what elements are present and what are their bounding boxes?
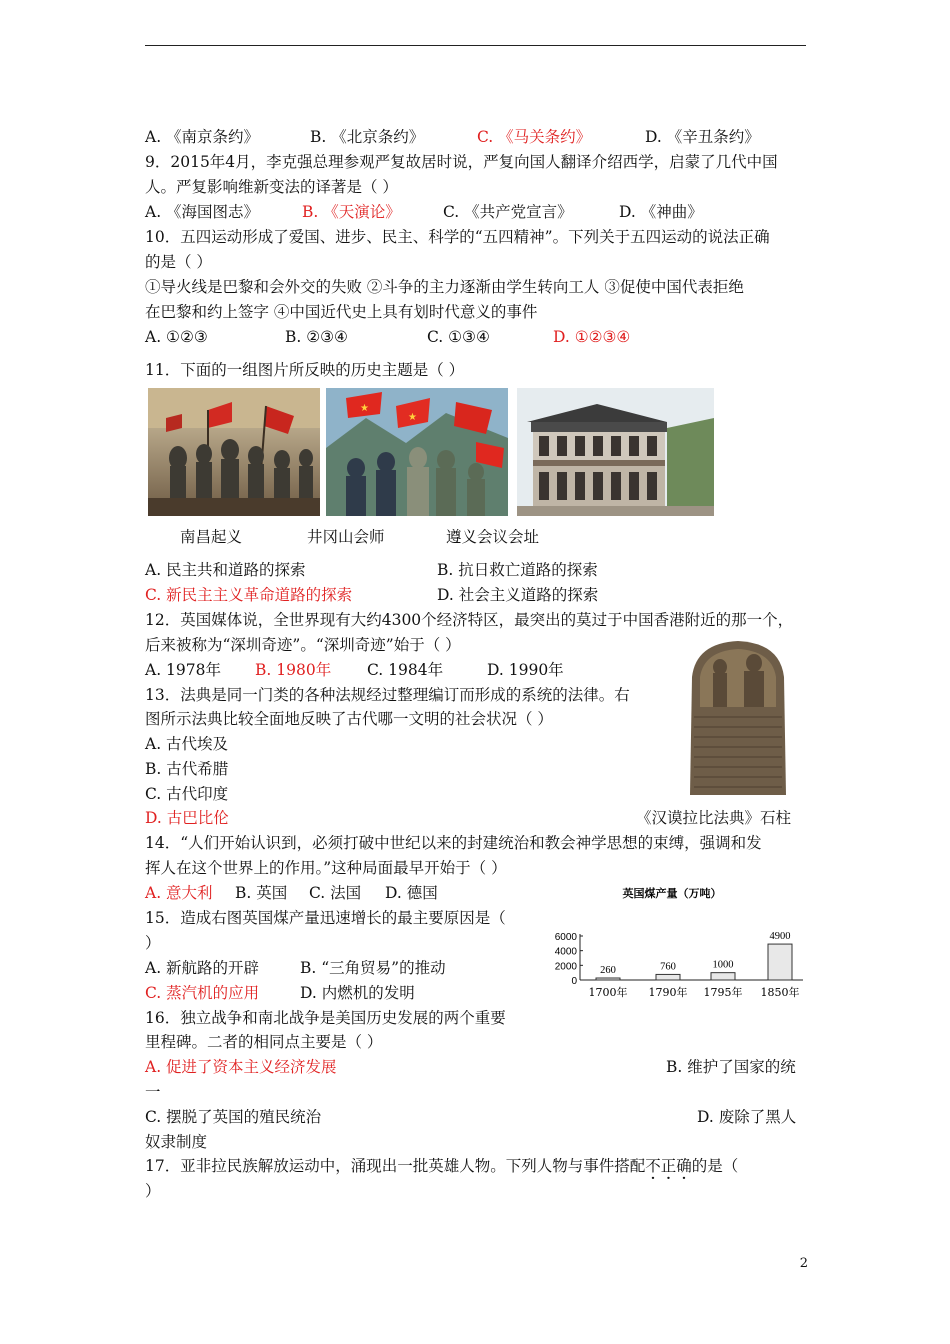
q9-stem-line2: 人。严复影响维新变法的译著是（ ）: [145, 178, 398, 196]
chart-bar: [596, 978, 620, 980]
q10-option-d[interactable]: D. ①②③④: [553, 328, 631, 346]
emphasis-char: 正: [660, 1157, 677, 1175]
chart-x-tick-label: 1795年: [703, 986, 743, 999]
q8-option-b[interactable]: B. 《北京条约》: [310, 128, 425, 146]
q13-option-c[interactable]: C. 古代印度: [145, 785, 229, 803]
q13-option-d[interactable]: D. 古巴比伦: [145, 809, 229, 827]
q16-option-d[interactable]: D. 废除了黑人: [697, 1108, 797, 1126]
q16-option-a[interactable]: A. 促进了资本主义经济发展: [145, 1058, 337, 1076]
chart-x-tick-label: 1850年: [760, 986, 800, 999]
chart-title: 英国煤产量（万吨）: [622, 887, 722, 900]
q14-option-c[interactable]: C. 法国: [309, 884, 362, 902]
q17-emphasis: [645, 1157, 692, 1175]
q15-option-c[interactable]: C. 蒸汽机的应用: [145, 984, 260, 1002]
header-rule: [145, 45, 806, 46]
q10-option-c[interactable]: C. ①③④: [427, 328, 490, 346]
flag-star-1: ★: [360, 403, 369, 414]
q15-option-d[interactable]: D. 内燃机的发明: [300, 984, 415, 1002]
hammurabi-stele-picture: [686, 637, 790, 795]
chart-y-tick-label: 0: [571, 976, 577, 987]
q11-caption-1: 南昌起义: [180, 528, 243, 546]
q16-stem-line2: 里程碑。二者的相同点主要是（ ）: [145, 1033, 383, 1051]
q10-option-b[interactable]: B. ②③④: [285, 328, 348, 346]
q16-option-c[interactable]: C. 摆脱了英国的殖民统治: [145, 1108, 322, 1126]
q11-option-a[interactable]: A. 民主共和道路的探索: [145, 561, 306, 579]
jinggangshan-meeting-picture: [326, 388, 508, 516]
q17-stem-text: 17．亚非拉民族解放运动中，涌现出一批英雄人物。下列人物与事件搭配: [145, 1157, 646, 1175]
hammurabi-stele-caption: 《汉谟拉比法典》石柱: [636, 809, 792, 827]
q12-option-a[interactable]: A. 1978年: [145, 661, 221, 679]
q9-option-b[interactable]: B. 《天演论》: [302, 203, 401, 221]
q12-stem-line2: 后来被称为“深圳奇迹”。“深圳奇迹”始于（ ）: [145, 636, 461, 654]
q10-stem-line4: 在巴黎和约上签字 ④中国近代史上具有划时代意义的事件: [145, 303, 538, 321]
chart-bar: [656, 974, 680, 980]
coal-production-chart: [548, 880, 808, 1004]
jinggangshan-meeting-illustration: [326, 388, 508, 516]
q12-option-d[interactable]: D. 1990年: [487, 661, 564, 679]
q17-stem-line2: ）: [145, 1182, 161, 1200]
chart-data-label: 1000: [712, 959, 734, 971]
emphasis-char: 不: [645, 1157, 661, 1175]
q10-option-a[interactable]: A. ①②③: [145, 328, 208, 346]
q13-option-b[interactable]: B. 古代希腊: [145, 760, 229, 778]
q11-option-d[interactable]: D. 社会主义道路的探索: [437, 586, 599, 604]
q11-option-b[interactable]: B. 抗日救亡道路的探索: [437, 561, 598, 579]
q9-option-d[interactable]: D. 《神曲》: [619, 203, 703, 221]
q12-stem-line1: 12．英国媒体说，全世界现有大约4300个经济特区，最突出的莫过于中国香港附近的那一个，: [145, 611, 794, 629]
q8-option-d[interactable]: D. 《辛丑条约》: [645, 128, 760, 146]
q16-option-b[interactable]: B. 维护了国家的统: [666, 1058, 796, 1076]
q17-stem-line1: [145, 1156, 738, 1176]
q15-stem-line1: 15．造成右图英国煤产量迅速增长的最主要原因是（: [145, 909, 506, 927]
q16-option-d-continued: 奴隶制度: [145, 1133, 208, 1151]
chart-bar: [768, 944, 792, 980]
chart-x-tick-label: 1790年: [648, 986, 688, 999]
hammurabi-stele-illustration: [686, 637, 790, 795]
zunyi-meeting-site-illustration: [517, 388, 714, 516]
flag-star-2: ★: [408, 412, 417, 423]
zunyi-meeting-site-picture: [517, 388, 714, 516]
q12-option-c[interactable]: C. 1984年: [367, 661, 444, 679]
chart-bar: [711, 973, 735, 980]
q11-stem: 11．下面的一组图片所反映的历史主题是（ ）: [145, 361, 465, 379]
q15-stem-line2: ）: [145, 934, 161, 952]
q10-stem-line3: ①导火线是巴黎和会外交的失败 ②斗争的主力逐渐由学生转向工人 ③促使中国代表拒绝: [145, 278, 744, 296]
q14-option-a[interactable]: A. 意大利: [145, 884, 213, 902]
q10-stem-line1: 10．五四运动形成了爱国、进步、民主、科学的“五四精神”。下列关于五四运动的说法正确: [145, 228, 770, 246]
q11-caption-2: 井冈山会师: [307, 528, 385, 546]
chart-y-tick-label: 6000: [554, 932, 577, 943]
page-number: 2: [799, 1256, 808, 1271]
q10-stem-line2: 的是（ ）: [145, 253, 212, 271]
chart-data-label: 760: [660, 961, 676, 973]
emphasis-char: 确: [676, 1157, 692, 1175]
q12-option-b[interactable]: B. 1980年: [255, 661, 332, 679]
chart-y-tick-label: 2000: [554, 961, 577, 973]
q14-stem-line1: 14．“人们开始认识到，必须打破中世纪以来的封建统治和教会神学思想的束缚，强调和发: [145, 834, 762, 852]
nanchang-uprising-illustration: [148, 388, 320, 516]
q8-option-c[interactable]: C. 《马关条约》: [477, 128, 592, 146]
q9-option-c[interactable]: C. 《共产党宣言》: [443, 203, 573, 221]
q14-option-b[interactable]: B. 英国: [235, 884, 288, 902]
q15-option-b[interactable]: B. “三角贸易”的推动: [300, 959, 446, 977]
q9-option-a[interactable]: A. 《海国图志》: [145, 203, 260, 221]
q17-stem-end: 的是（: [691, 1157, 739, 1175]
chart-x-tick-label: 1700年: [588, 986, 628, 999]
q13-option-a[interactable]: A. 古代埃及: [145, 735, 229, 753]
q11-option-c[interactable]: C. 新民主主义革命道路的探索: [145, 586, 353, 604]
q8-option-a[interactable]: A. 《南京条约》: [145, 128, 260, 146]
q11-caption-3: 遵义会议会址: [446, 528, 540, 546]
chart-data-label: 260: [600, 965, 616, 976]
q14-stem-line2: 挥人在这个世界上的作用。”这种局面最早开始于（ ）: [145, 859, 507, 877]
coal-production-chart-svg: [548, 880, 808, 1004]
chart-data-label: 4900: [769, 931, 791, 943]
q16-stem-line1: 16．独立战争和南北战争是美国历史发展的两个重要: [145, 1009, 506, 1027]
q14-option-d[interactable]: D. 德国: [385, 884, 438, 902]
nanchang-uprising-picture: [148, 388, 320, 516]
q13-stem-line1: 13．法典是同一门类的各种法规经过整理编订而形成的系统的法律。右: [145, 686, 630, 704]
chart-y-tick-label: 4000: [554, 946, 577, 958]
q15-option-a[interactable]: A. 新航路的开辟: [145, 959, 260, 977]
q9-stem-line1: 9．2015年4月，李克强总理参观严复故居时说，严复向国人翻译介绍西学，启蒙了几代中国: [145, 153, 778, 171]
q13-stem-line2: 图所示法典比较全面地反映了古代哪一文明的社会状况（ ）: [145, 710, 553, 728]
q16-option-b-continued: 一: [145, 1083, 161, 1101]
